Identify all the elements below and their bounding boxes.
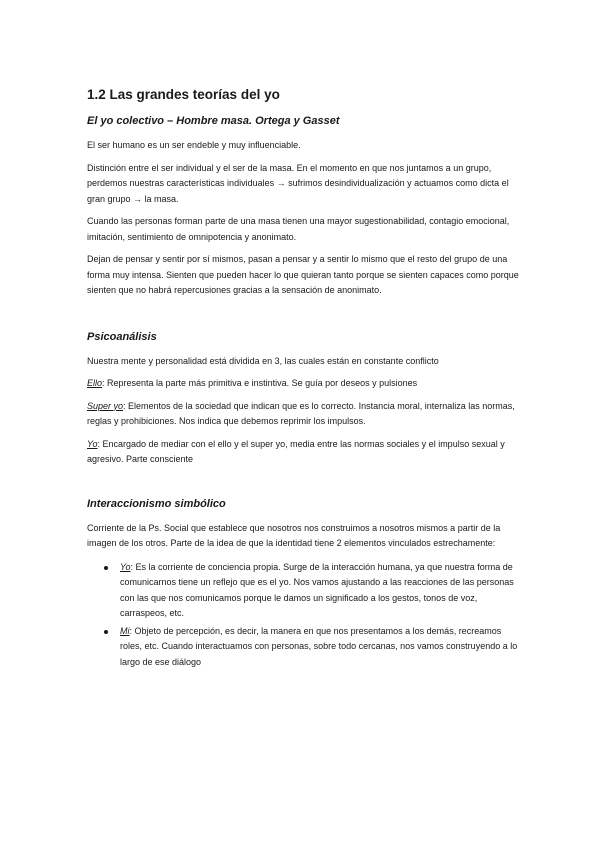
term: Mi [120,625,130,636]
spacer [87,306,519,330]
document-body [87,86,519,672]
bullet-icon [104,566,108,570]
definition-text: : Elementos de la sociedad que indican que es lo correcto. Instancia moral, internaliza las normas, reglas y prohibiciones. Nos indica que debemos reprimir los impulsos. [87,400,515,426]
definition-yo [87,437,519,468]
section-heading-interaccionismo: Interaccionismo simbólico [87,497,226,510]
paragraph: Cuando las personas forman parte de una masa tienen una mayor sugestionabilidad, contagio emocional, imitación, sentimiento de omnipotencia y anonimato. [87,216,510,242]
paragraph: Nuestra mente y personalidad está dividida en 3, las cuales están en constante conflicto [87,355,439,366]
bullet-list [87,560,519,671]
term: Super yo [87,400,124,411]
page-title: 1.2 Las grandes teorías del yo [87,87,280,102]
definition-text: : Es la corriente de conciencia propia. Surge de la interacción humana, ya que nuestra forma de comunicarnos tiene un reflejo que es el yo. Nos vamos ajustando a las reacciones de las personas con las que nos comunicamos porque le damos un significado a los gestos, tonos de voz, carraspeos, etc. [120,561,514,618]
term: Yo [120,561,131,572]
definition-super-yo [87,399,519,430]
spacer [87,475,519,497]
list-item [87,624,519,671]
paragraph: Dejan de pensar y sentir por sí mismos, pasan a pensar y a sentir lo mismo que el resto del grupo de una forma muy intensa. Sienten que pueden hacer lo que quieran tanto porque se sienten capaces como porque sienten que no habrá repercusiones gracias a la sensación de anonimato. [87,254,519,295]
term: Yo [87,438,98,449]
list-item [87,560,519,622]
definition-text: : Encargado de mediar con el ello y el super yo, media entre las normas sociales y el impulso sexual y agresivo. Parte consciente [87,438,505,464]
bullet-icon [104,630,108,634]
paragraph: El ser humano es un ser endeble y muy influenciable. [87,140,301,150]
definition-ello [87,376,519,392]
paragraph: Corriente de la Ps. Social que establece que nosotros nos construimos a nosotros mismos a partir de la imagen de los otros. Parte de la idea de que la identidad tiene 2 elementos vinculados estrechamente: [87,522,501,548]
definition-text: : Objeto de percepción, es decir, la manera en que nos presentamos a los demás, recreamos roles, etc. Cuando interactuamos con personas, sobre todo cercanas, nos vamos construyendo a lo largo de ese diálogo [120,625,518,667]
section-heading-yo-colectivo: El yo colectivo – Hombre masa. Ortega y Gasset [87,115,340,127]
section-heading-psicoanalisis: Psicoanálisis [87,330,157,343]
paragraph: Distinción entre el ser individual y el ser de la masa. En el momento en que nos juntamos a un grupo, perdemos nuestras características individuales → sufrimos desindividualización y actuamos como dicta el gran grupo → la masa. [87,162,509,204]
term: Ello [87,378,103,388]
definition-text: : Representa la parte más primitiva e instintiva. Se guía por deseos y pulsiones [102,378,418,388]
